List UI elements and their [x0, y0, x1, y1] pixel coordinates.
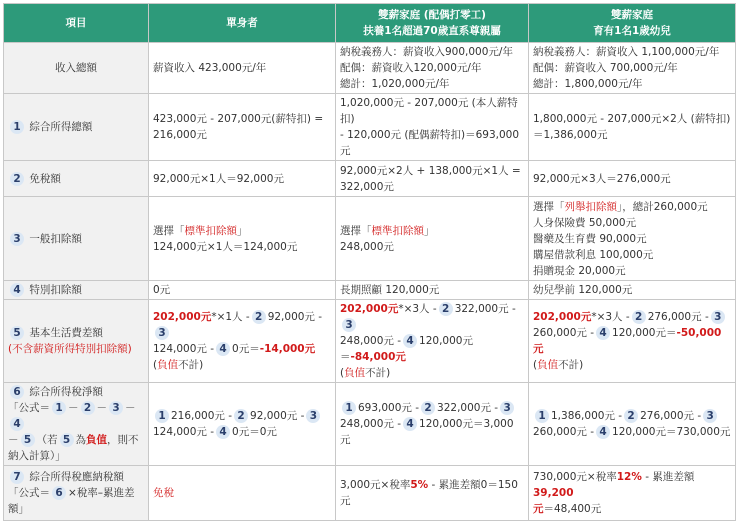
highlight-text: 負值 [157, 359, 179, 371]
highlight-text: 列舉扣除額 [564, 200, 617, 213]
label-tax-payable [4, 466, 149, 521]
step-badge: 3 [109, 401, 123, 415]
living-cost-diff-single [149, 300, 336, 383]
line: 216,000元 [153, 129, 207, 141]
formula-line: 納入計算）」 [8, 450, 66, 462]
highlight-text: 負值 [86, 434, 107, 446]
text: *×3人 - [398, 303, 437, 315]
income-dual-elder-line3: 總計：1,020,000元/年 [340, 78, 450, 90]
label-text: 免稅額 [29, 172, 61, 185]
income-single: 薪資收入 423,000元/年 [149, 43, 336, 94]
step-badge: 3 [306, 409, 320, 423]
row-tax-payable [4, 466, 736, 521]
header-dual-elder [336, 4, 529, 43]
general-deduction-dual-child [529, 197, 736, 281]
text: 124,000元 - [153, 426, 215, 438]
step-badge: 2 [252, 310, 266, 324]
step-badge: 4 [596, 326, 610, 340]
net-income-dual-elder [336, 383, 529, 466]
special-deduction-single: 0元 [149, 281, 336, 300]
formula-line [8, 400, 144, 432]
text: 」，總計260,000元 [617, 200, 708, 213]
label-text: 綜合所得總額 [29, 121, 93, 133]
line [533, 309, 731, 325]
step-badge: 4 [596, 425, 610, 439]
line: ＝1,386,000元 [533, 129, 608, 141]
label-exemption [4, 161, 149, 197]
text: 216,000元 - [171, 410, 233, 422]
row-special-deduction [4, 281, 736, 300]
text: 248,000元 - [340, 418, 402, 430]
label-text: 基本生活費差額 [29, 327, 103, 339]
line: (負值不計) [533, 359, 584, 371]
text: 」 [424, 224, 435, 237]
text: - 累進差額0＝150元 [340, 479, 518, 507]
income-dual-elder-line2: 配偶：薪資收入120,000元/年 [340, 62, 482, 74]
highlight-text: 39,200 [533, 487, 574, 499]
highlight-text: 標準扣除額 [184, 224, 237, 237]
row-general-deduction [4, 197, 736, 281]
living-cost-diff-dual-child [529, 300, 736, 383]
gross-income-dual-elder [336, 94, 529, 161]
exemption-single: 92,000元×1人＝92,000元 [149, 161, 336, 197]
step-badge: 3 [10, 232, 24, 246]
line: - 120,000元 (配偶薪特扣)＝693,000元 [340, 129, 519, 157]
text: 92,000元 - [267, 311, 323, 323]
line [8, 384, 144, 400]
highlight-text: 5% [410, 479, 429, 491]
gross-income-dual-child [529, 94, 736, 161]
text: － [96, 402, 107, 414]
header-dual-child-line1: 雙薪家庭 [611, 9, 653, 21]
net-income-dual-child [529, 383, 736, 466]
text: 260,000元 - [533, 327, 595, 339]
text: *×3人 - [591, 311, 630, 323]
exemption-dual-elder [336, 161, 529, 197]
line [153, 309, 331, 341]
label-text: 一般扣除額 [29, 232, 82, 245]
text: 120,000元＝3,000元 [340, 418, 514, 446]
text: 0元＝0元 [232, 426, 277, 438]
text: 「公式＝ [8, 402, 50, 414]
step-badge: 2 [632, 310, 646, 324]
line [153, 408, 331, 424]
income-dual-child [529, 43, 736, 94]
label-net-income [4, 383, 149, 466]
step-badge: 1 [155, 409, 169, 423]
line: 1,800,000元 - 207,000元×2人 (薪特扣) [533, 113, 731, 125]
text: 120,000元＝ [612, 327, 677, 339]
header-row [4, 4, 736, 43]
general-deduction-single [149, 197, 336, 281]
living-cost-diff-dual-elder [336, 300, 529, 383]
line [340, 416, 524, 448]
label-text: 綜合所得稅淨額 [29, 386, 103, 398]
line [533, 501, 731, 517]
text: － [68, 402, 79, 414]
header-dual-child [529, 4, 736, 43]
step-badge: 2 [10, 172, 24, 186]
text: 3,000元×稅率 [340, 479, 411, 491]
income-dual-child-line1: 納稅義務人：薪資收入 1,100,000元/年 [533, 46, 720, 58]
tax-payable-dual-child [529, 466, 736, 521]
line [340, 223, 524, 239]
highlight-text: 標準扣除額 [371, 224, 424, 237]
highlight-text: 負值 [537, 359, 559, 371]
text: ，則不 [107, 434, 139, 446]
text: 選擇「 [153, 224, 185, 237]
step-badge: 1 [10, 120, 24, 134]
text: 選擇「 [533, 200, 565, 213]
step-badge: 3 [711, 310, 725, 324]
line [533, 408, 731, 424]
text: 不計) [178, 359, 204, 371]
label-subtext: (不含薪資所得特別扣除額) [8, 343, 132, 355]
line: (負值不計) [340, 367, 391, 379]
highlight-text: 202,000元 [533, 311, 592, 323]
line [533, 424, 731, 440]
step-badge: 6 [10, 385, 24, 399]
line [8, 469, 144, 485]
text: 不計) [365, 367, 391, 379]
step-badge: 1 [52, 401, 66, 415]
line [153, 223, 331, 239]
step-badge: 1 [342, 401, 356, 415]
formula-line [8, 485, 144, 501]
step-badge: 3 [703, 409, 717, 423]
highlight-text: 12% [616, 471, 642, 483]
text: 276,000元 - [647, 311, 709, 323]
text: 為 [75, 434, 86, 446]
text: 120,000元＝ [340, 335, 473, 363]
line: (負值不計) [153, 359, 204, 371]
tax-payable-single: 免稅 [149, 466, 336, 521]
line: 1,020,000元 - 207,000元 (本人薪特扣) [340, 97, 518, 125]
header-dual-elder-line2: 扶養1名超過70歲直系尊親屬 [363, 25, 501, 37]
row-income [4, 43, 736, 94]
result-text: -50,000元 [533, 327, 722, 355]
tax-payable-dual-elder [336, 466, 529, 521]
gross-income-single [149, 94, 336, 161]
line: 124,000元×1人＝124,000元 [153, 240, 298, 253]
tax-comparison-table [3, 3, 736, 521]
text: ×稅率–累進差 [68, 487, 135, 499]
exemption-dual-child: 92,000元×3人＝276,000元 [529, 161, 736, 197]
income-dual-child-line3: 總計：1,800,000元/年 [533, 78, 643, 90]
text: 120,000元＝730,000元 [612, 426, 731, 438]
label-living-cost-diff [4, 300, 149, 383]
label-text: 特別扣除額 [29, 284, 82, 296]
line [340, 301, 524, 333]
step-badge: 2 [81, 401, 95, 415]
step-badge: 2 [624, 409, 638, 423]
header-single: 單身者 [149, 4, 336, 43]
text: 1,386,000元 - [551, 410, 623, 422]
text: － [8, 434, 19, 446]
line: 捐贈現金 20,000元 [533, 264, 626, 277]
step-badge: 1 [535, 409, 549, 423]
line [533, 469, 731, 501]
text: 不計) [558, 359, 584, 371]
formula-line [8, 432, 144, 448]
line [340, 333, 524, 365]
text: 322,000元 - [454, 303, 516, 315]
line [153, 424, 331, 440]
result-text: -14,000元 [259, 343, 316, 355]
line: 92,000元×2人 + 138,000元×1人 = [340, 164, 521, 177]
income-dual-elder-line1: 納稅義務人：薪資收入900,000元/年 [340, 46, 513, 58]
highlight-text: 元 [533, 503, 544, 515]
header-item: 項目 [4, 4, 149, 43]
step-badge: 6 [52, 486, 66, 500]
text: 92,000元 - [250, 410, 305, 422]
line: 購屋借款利息 100,000元 [533, 248, 654, 261]
text: 」 [237, 224, 248, 237]
formula-line: 額」 [8, 503, 29, 515]
highlight-text: 負值 [344, 367, 366, 379]
label-income: 收入總額 [4, 43, 149, 94]
step-badge: 3 [500, 401, 514, 415]
highlight-text: 202,000元 [153, 311, 212, 323]
text: － [125, 402, 136, 414]
line: 248,000元 [340, 240, 394, 253]
line [153, 341, 331, 357]
step-badge: 7 [10, 470, 24, 484]
label-text: 綜合所得稅應納稅額 [29, 471, 124, 483]
general-deduction-dual-elder [336, 197, 529, 281]
line: 423,000元 - 207,000元(薪特扣) = [153, 113, 324, 125]
text: 0元＝ [232, 343, 260, 355]
step-badge: 3 [155, 326, 169, 340]
step-badge: 5 [60, 433, 74, 447]
row-net-income [4, 383, 736, 466]
line: 322,000元 [340, 180, 394, 193]
special-deduction-dual-elder: 長期照顧 120,000元 [336, 281, 529, 300]
result-text: -84,000元 [350, 351, 406, 363]
header-dual-child-line2: 育有1名1歲幼兒 [593, 25, 671, 37]
text: 選擇「 [340, 224, 372, 237]
text: 322,000元 - [437, 402, 499, 414]
header-dual-elder-line1: 雙薪家庭 (配偶打零工) [378, 9, 486, 21]
income-dual-elder [336, 43, 529, 94]
label-general-deduction [4, 197, 149, 281]
step-badge: 2 [439, 302, 453, 316]
text: *×1人 - [211, 311, 250, 323]
step-badge: 5 [21, 433, 35, 447]
step-badge: 4 [10, 283, 24, 297]
label-gross-income [4, 94, 149, 161]
text: - 累進差額 [641, 471, 695, 483]
text: ＝48,400元 [543, 503, 602, 515]
text: 730,000元×稅率 [533, 471, 617, 483]
highlight-text: 202,000元 [340, 303, 399, 315]
line [340, 400, 524, 416]
step-badge: 3 [342, 318, 356, 332]
text: 124,000元 - [153, 343, 215, 355]
text: 「公式＝ [8, 487, 50, 499]
text: 248,000元 - [340, 335, 402, 347]
step-badge: 2 [421, 401, 435, 415]
text: 693,000元 - [358, 402, 420, 414]
step-badge: 4 [216, 342, 230, 356]
line [8, 325, 144, 341]
row-exemption [4, 161, 736, 197]
income-dual-child-line2: 配偶：薪資收入 700,000元/年 [533, 62, 678, 74]
row-living-cost-diff [4, 300, 736, 383]
step-badge: 2 [234, 409, 248, 423]
special-deduction-dual-child: 幼兒學前 120,000元 [529, 281, 736, 300]
line [533, 199, 731, 215]
text: 276,000元 - [640, 410, 702, 422]
step-badge: 4 [216, 425, 230, 439]
label-special-deduction [4, 281, 149, 300]
line: 人身保險費 50,000元 [533, 216, 637, 229]
line: 醫藥及生育費 90,000元 [533, 232, 647, 245]
step-badge: 4 [403, 417, 417, 431]
step-badge: 4 [403, 334, 417, 348]
text: （若 [36, 434, 58, 446]
step-badge: 4 [10, 417, 24, 431]
step-badge: 5 [10, 326, 24, 340]
text: 260,000元 - [533, 426, 595, 438]
net-income-single [149, 383, 336, 466]
line [533, 325, 731, 357]
row-gross-income [4, 94, 736, 161]
